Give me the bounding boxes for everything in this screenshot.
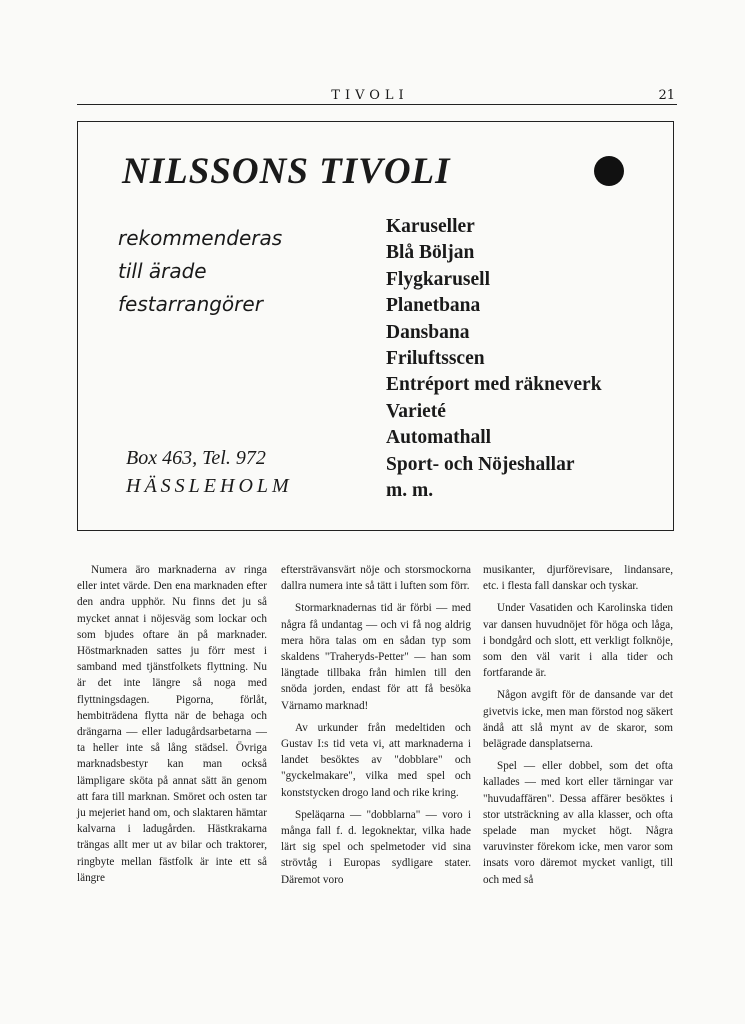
paragraph: Spel — eller dobbel, som det ofta kallades — med kort eller tärningar var "huvudaffären". Dessa affärer besöktes i stor utsträckning av alla klasser, och ofta spelade man mycket högt. Några varuvinster förekom icke, men varor som insats voro däremot mycket vanligt, till och med så <box>483 760 673 886</box>
attraction-item: Varieté <box>386 400 446 422</box>
attraction-item: Sport- och Nöjeshallar <box>386 453 575 475</box>
paragraph: Under Vasatiden och Karolinska tiden var dansen huvudnöjet för höga och låga, i bondgård och slott, ett verkligt folknöje, som den väl varit i alla tider och fortfarande är. <box>483 602 673 680</box>
paragraph: Av urkunder från medeltiden och Gustav I:s tid veta vi, att marknaderna i landet besöktes av "dobblare" och "gyckelmakare", vilka med spel och konststycken drogo land och rike kring. <box>281 721 471 799</box>
text-column-1 <box>77 562 267 892</box>
box-telephone: Box 463, Tel. 972 <box>126 447 266 469</box>
black-dot-ornament <box>594 156 624 186</box>
ad-contact <box>126 444 293 500</box>
ad-title: NILSSONS TIVOLI <box>122 151 451 192</box>
page-number: 21 <box>658 88 675 103</box>
running-title: TIVOLI <box>331 88 409 103</box>
attractions-list <box>386 214 602 504</box>
slogan-line: rekommenderas <box>118 226 283 250</box>
advertisement-box <box>77 121 674 531</box>
attraction-item: Friluftsscen <box>386 348 485 370</box>
paragraph: eftersträvansvärt nöje och storsmockorna dallra numera inte så tätt i luften som förr. <box>281 564 471 593</box>
header-rule <box>77 104 677 105</box>
text-column-3 <box>483 562 673 894</box>
attraction-item: Planetbana <box>386 295 481 317</box>
slogan-line: till ärade <box>118 259 207 283</box>
paragraph: Speläqarna — "dobblarna" — voro i många fall f. d. legoknektar, vilka hade lärt sig spel och spelmetoder vid sina strövtåg i Europas sydligare stater. Däremot voro <box>281 808 471 886</box>
attraction-item: Karuseller <box>386 216 475 237</box>
attraction-item: Blå Böljan <box>386 242 475 264</box>
paragraph: musikanter, djurförevisare, lindansare, etc. i flesta fall danskar och tyskar. <box>483 564 673 593</box>
paragraph: Stormarknadernas tid är förbi — med några få undantag — och vi få nog aldrig mera höra talas om en sådan typ som skaldens "Traheryds-Petter" — han som längtade tillbaka från himlen till den snöda jorden, endast för att få besöka Värnamo marknad! <box>281 602 471 712</box>
attraction-item: Automathall <box>386 427 492 449</box>
city: HÄSSLEHOLM <box>126 475 293 497</box>
slogan-line: festarrangörer <box>118 292 263 316</box>
attraction-item: Dansbana <box>386 321 470 343</box>
paragraph: Numera äro marknaderna av ringa eller intet värde. Den ena marknaden efter den andra upphör. Nu finns det ju så mycket annat i nöjesväg som lockar och som bjudes oftare än på marknader. Höstmarknaden sattes ju förr mest i samband med tjänstfolkets flyttning. Nu är det inte längre så noga med flyttningsdagen. Pigorna, förlåt, hembiträdena flytta när de behaga och drängarna — eller ladugårdsarbetarna — ta heller inte så lång städsel. Övriga marknadsbestyr kan man också lämpligare sköta på annat sätt än genom att fara till marknan. Smöret och osten tar ju mejeriet hand om, och slaktaren hämtar kalvarna i ladugården. Hästkrakarna trängas allt mer ut av bilar och traktorer, ringbyte mellan fästfolk är inte ett så längre <box>77 564 267 884</box>
text-column-2 <box>281 562 471 894</box>
attraction-item: m. m. <box>386 480 434 502</box>
attraction-item: Entréport med räkneverk <box>386 374 602 396</box>
attraction-item: Flygkarusell <box>386 268 491 290</box>
paragraph: Någon avgift för de dansande var det givetvis icke, men man förstod nog säkert ändå att slå mynt av de skaror, som belägrade dansplatserna. <box>483 689 673 751</box>
ad-slogan <box>118 222 282 321</box>
